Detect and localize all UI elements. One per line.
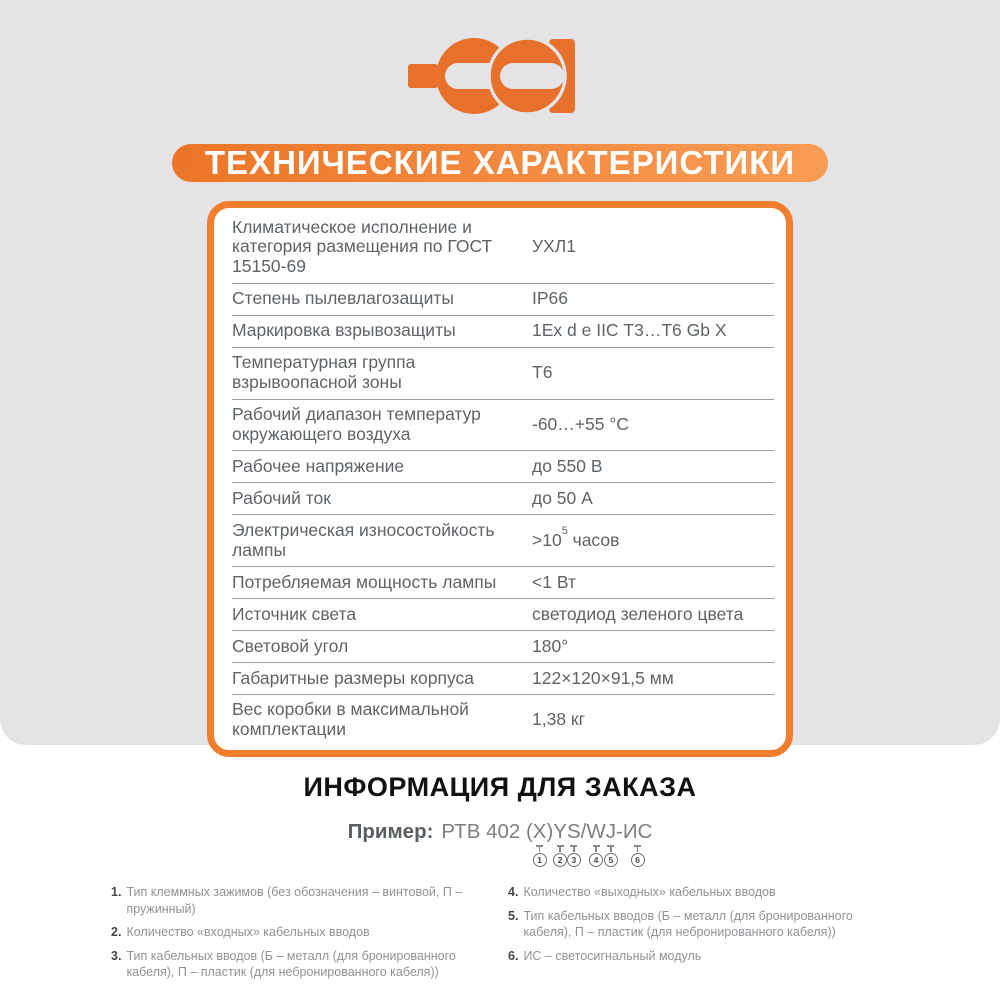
table-row	[232, 663, 774, 695]
legend-item-text: ИС – светосигнальный модуль	[523, 948, 702, 963]
spec-value: <1 Вт	[532, 571, 576, 592]
logo-container	[400, 26, 600, 116]
table-row	[232, 284, 774, 316]
code-annotation-marker	[604, 845, 618, 867]
spec-label: Световой угол	[232, 635, 349, 656]
legend-item-text: Тип кабельных вводов (Б – металл (для бронированного кабеля), П – пластик (для небронированного кабеля))	[523, 908, 853, 939]
annotation-number-badge: 3	[567, 853, 581, 867]
legend-item-number: 1.	[111, 885, 122, 899]
annotation-number-badge: 4	[589, 853, 603, 867]
code-segment-annotated: W 4	[586, 820, 606, 865]
table-row	[232, 400, 774, 452]
legend-item	[508, 908, 889, 941]
table-row	[232, 316, 774, 348]
spec-label: Температурная группа взрывоопасной зоны	[232, 352, 416, 393]
table-row	[232, 567, 774, 599]
code-annotation-marker	[567, 845, 581, 867]
spec-label: Габаритные размеры корпуса	[232, 667, 475, 688]
annotation-number-badge: 1	[533, 853, 547, 867]
code-annotation-marker	[533, 845, 547, 867]
legend-item	[111, 924, 492, 941]
legend-column-right	[508, 884, 889, 964]
table-row	[232, 483, 774, 515]
code-segment: РТВ 402	[441, 820, 526, 843]
code-annotation-marker	[553, 845, 567, 867]
table-row	[232, 599, 774, 631]
code-segment-annotated: ИС 6	[622, 820, 653, 865]
spec-label: Рабочее напряжение	[232, 455, 405, 476]
spec-value: $>10^5$ часов	[532, 525, 620, 551]
code-segment-annotated: S 3	[566, 820, 581, 865]
order-legend	[111, 884, 889, 981]
legend-item-number: 6.	[508, 948, 519, 963]
annotation-number-badge: 6	[631, 853, 645, 867]
code-segment: /	[580, 820, 587, 843]
spec-label: Климатическое исполнение и категория размещения по ГОСТ 15150-69	[232, 216, 493, 277]
section-banner-tech-specs	[172, 144, 828, 182]
spec-value: УХЛ1	[532, 236, 577, 257]
spec-label: Маркировка взрывозащиты	[232, 320, 456, 341]
code-segment-annotated: Y 2	[553, 820, 567, 865]
table-row	[232, 348, 774, 400]
spec-value: -60…+55 °С	[532, 414, 629, 435]
code-segment-annotated: J 5	[605, 820, 616, 865]
legend-item-text: Количество «входных» кабельных вводов	[126, 925, 370, 939]
spec-value: IP66	[532, 288, 568, 309]
code-annotation-marker	[631, 845, 645, 867]
table-row	[232, 631, 774, 663]
spec-value: до 550 В	[532, 455, 603, 476]
spec-value: 1,38 кг	[532, 709, 585, 730]
legend-item-number: 4.	[508, 885, 519, 899]
spec-value: 122×120×91,5 мм	[532, 667, 674, 688]
annotation-number-badge: 2	[553, 853, 567, 867]
spec-label: Вес коробки в максимальной комплектации	[232, 699, 469, 740]
legend-item-text: Тип кабельных вводов (Б – металл (для бронированного кабеля), П – пластик (для небронированного кабеля))	[126, 948, 456, 979]
cci-logo-icon	[400, 26, 600, 116]
legend-item	[111, 948, 492, 981]
legend-item	[508, 948, 889, 965]
legend-item-number: 2.	[111, 925, 122, 939]
legend-item-text: Тип клеммных зажимов (без обозначения – винтовой, П – пружинный)	[126, 885, 463, 916]
spec-value: 180°	[532, 635, 569, 656]
spec-label: Потребляемая мощность лампы	[232, 571, 497, 592]
spec-label: Источник света	[232, 603, 357, 624]
example-label: Пример:	[347, 820, 434, 843]
spec-table	[207, 201, 793, 757]
legend-item-number: 5.	[508, 908, 519, 923]
order-example-line	[347, 820, 653, 865]
spec-label: Рабочий диапазон температур окружающего воздуха	[232, 404, 481, 444]
spec-label: Рабочий ток	[232, 487, 331, 508]
code-annotation-marker	[589, 845, 603, 867]
code-segment: -	[615, 820, 623, 843]
spec-value: Т6	[532, 362, 553, 383]
order-info-section	[0, 745, 1000, 981]
order-heading: ИНФОРМАЦИЯ ДЛЯ ЗАКАЗА	[303, 772, 697, 802]
table-row	[232, 695, 774, 746]
legend-item	[508, 884, 889, 901]
spec-label: Степень пылевлагозащиты	[232, 288, 454, 309]
legend-item-text: Количество «выходных» кабельных вводов	[523, 885, 776, 899]
legend-column-left	[111, 884, 492, 981]
table-row	[232, 515, 774, 567]
spec-value: до 50 А	[532, 487, 593, 508]
table-row	[232, 212, 774, 284]
section-banner-title: ТЕХНИЧЕСКИЕ ХАРАКТЕРИСТИКИ	[204, 144, 796, 181]
legend-item	[111, 884, 492, 917]
code-segment-annotated: (X) 1	[525, 820, 554, 865]
annotation-number-badge: 5	[604, 853, 618, 867]
spec-label: Электрическая износостойкость лампы	[232, 519, 495, 560]
legend-item-number: 3.	[111, 948, 122, 963]
spec-value: 1Ex d e IIC Т3…Т6 Gb X	[532, 320, 727, 341]
example-product-code	[441, 820, 653, 865]
table-row	[232, 451, 774, 483]
spec-value: светодиод зеленого цвета	[532, 603, 744, 624]
